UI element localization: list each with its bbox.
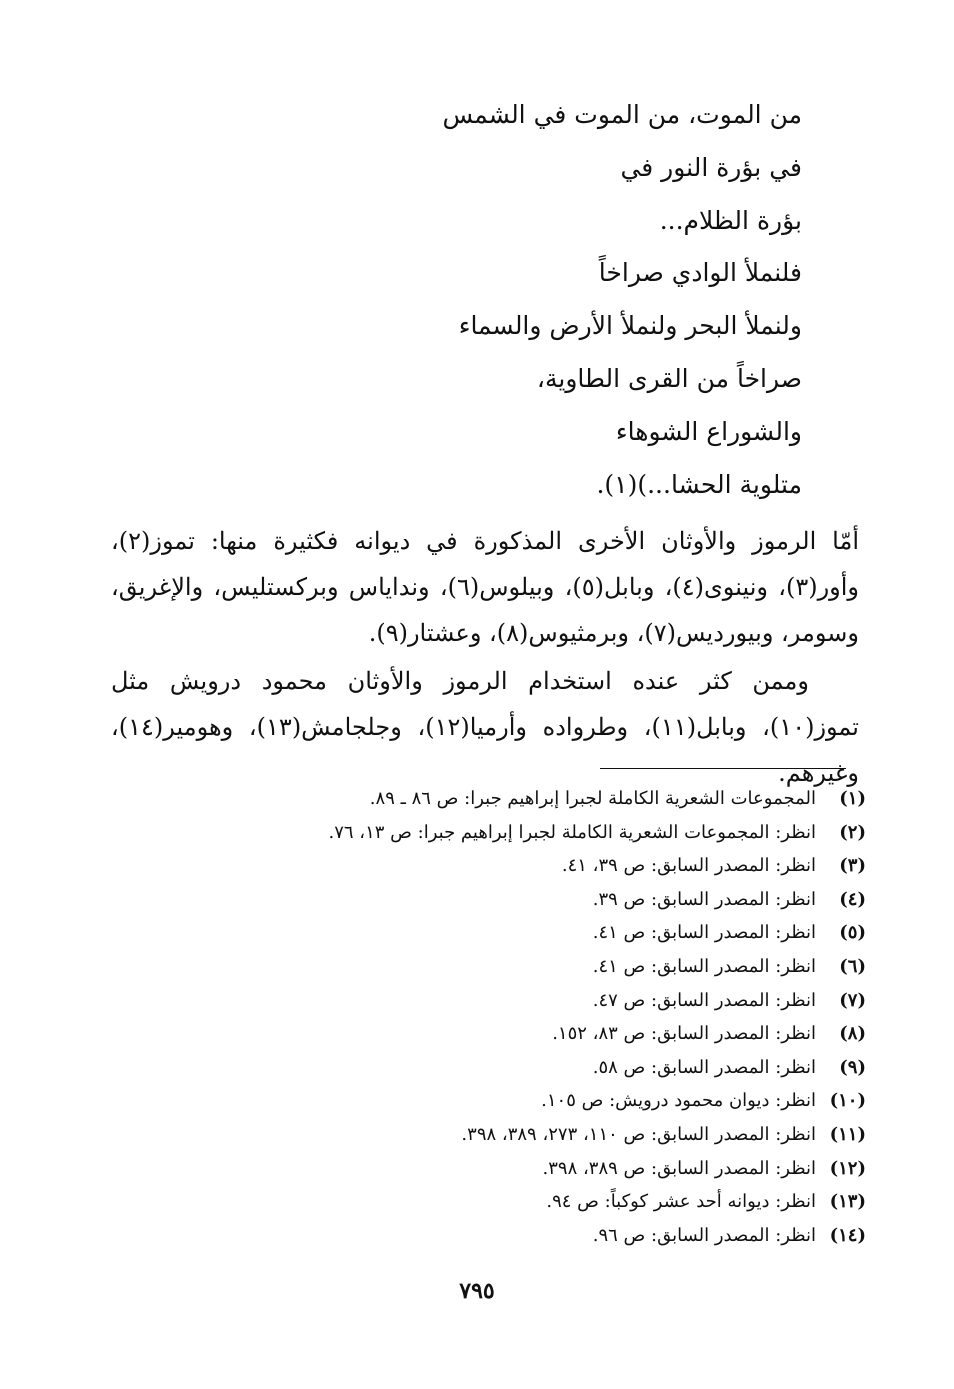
footnote-number: (٦) [839,955,866,977]
footnote-item [329,1017,867,1051]
footnote-number: (٨) [839,1023,866,1045]
footnote-item [329,782,867,816]
footnote-item [329,950,867,984]
footnote-number: (١٤) [829,1224,866,1246]
poem-line: متلوية الحشا...)(١). [596,470,802,499]
footnote-text: انظر: المصدر السابق: ص ٤٧. [592,989,816,1011]
footnote-text: انظر: ديوان محمود درويش: ص ١٠٥. [541,1090,816,1112]
footnote-text: انظر: المصدر السابق: ص ٣٩، ٤١. [561,855,816,877]
footnote-text: انظر: المصدر السابق: ص ٣٨٩، ٣٩٨. [542,1157,816,1179]
footnote-number: (٥) [839,922,866,944]
footnote-text: انظر: المصدر السابق: ص ٥٨. [592,1056,816,1078]
footnote-item [329,1152,867,1186]
footnote-number: (٤) [839,888,866,910]
poem-line: ولنملأ البحر ولنملأ الأرض والسماء [458,311,802,340]
body-paragraph: وممن كثر عنده استخدام الرموز والأوثان محمود درويش مثل تموز(١٠)، وبابل(١١)، وطرواده وأرميا(١٢)، وجلجامش(١٣)، وهومير(١٤)، وغيرهم. [111,667,859,787]
footnote-text: انظر: المصدر السابق: ص ٣٩. [592,888,816,910]
footnote-number: (١١) [829,1123,866,1145]
footnote-item [329,883,867,917]
poem-line: صراخاً من القرى الطاوية، [536,364,802,393]
footnote-text: انظر: المجموعات الشعرية الكاملة لجبرا إبراهيم جبرا: ص ١٣، ٧٦. [328,821,816,843]
footnote-text: انظر: المصدر السابق: ص ٨٣، ١٥٢. [552,1023,816,1045]
footnote-number: (١٢) [829,1157,866,1179]
footnote-item [329,916,867,950]
footnotes-list [329,782,867,1252]
footnote-text: انظر: المصدر السابق: ص ٩٦. [592,1224,816,1246]
footnote-item [329,1118,867,1152]
footnote-item [329,1084,867,1118]
poem-line: والشوراع الشوهاء [615,417,802,446]
poem-line: من الموت، من الموت في الشمس [442,100,802,129]
footnote-separator [600,768,846,769]
footnote-text: انظر: المصدر السابق: ص ١١٠، ٢٧٣، ٣٨٩، ٣٩٨. [461,1123,816,1145]
footnote-item [329,1185,867,1219]
body-paragraph: أمّا الرموز والأوثان الأخرى المذكورة في ديوانه فكثيرة منها: تموز(٢)، وأور(٣)، ونينوى(٤)، وبابل(٥)، وبيلوس(٦)، ونداياس وبركستليس، والإغريق، وسومر، وبيورديس(٧)، وبرمثيوس(٨)، وعشتار(٩). [111,527,860,647]
page-number: ٧٩٥ [459,1278,495,1304]
footnote-number: (١) [839,788,866,809]
footnote-text: انظر: المصدر السابق: ص ٤١. [592,955,816,977]
footnote-number: (٩) [839,1056,866,1078]
poem-line: في بؤرة النور في [620,153,802,182]
footnote-text: انظر: المصدر السابق: ص ٤١. [592,922,816,944]
footnote-item [329,1219,867,1253]
footnote-number: (١٠) [829,1090,866,1112]
footnote-item [329,816,867,850]
footnote-number: (٣) [839,855,866,877]
poem-line: بؤرة الظلام... [659,206,802,235]
footnote-number: (٢) [839,821,866,843]
footnote-text: المجموعات الشعرية الكاملة لجبرا إبراهيم جبرا: ص ٨٦ ـ ٨٩. [369,788,816,809]
footnote-item [329,984,867,1018]
footnote-text: انظر: ديوانه أحد عشر كوكباً: ص ٩٤. [546,1191,816,1213]
footnote-number: (٧) [839,989,866,1011]
poem-line: فلنملأ الوادي صراخاً [598,258,802,287]
footnote-number: (١٣) [829,1191,866,1213]
footnote-item [329,1051,867,1085]
footnote-item [329,849,867,883]
